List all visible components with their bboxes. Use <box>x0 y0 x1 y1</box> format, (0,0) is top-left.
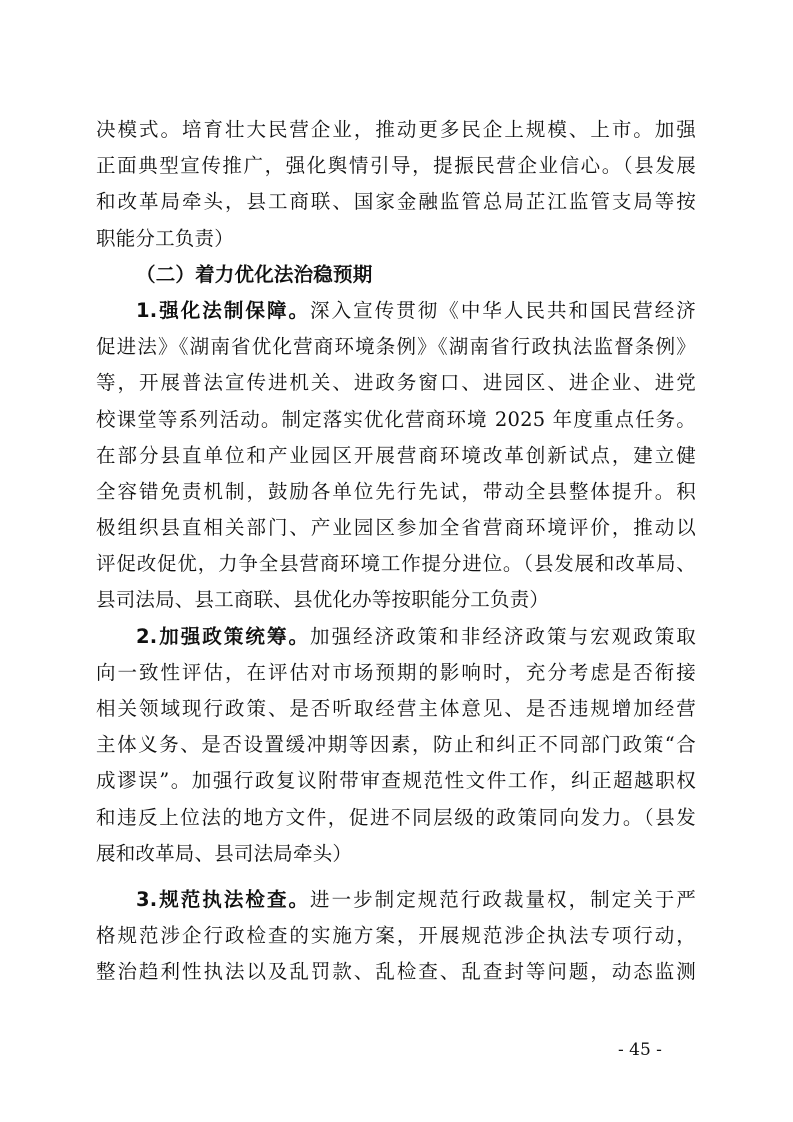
item-title: 3.规范执法检查。 <box>136 887 311 911</box>
paragraph-line: 格规范涉企行政检查的实施方案，开展规范涉企执法专项行动， <box>96 924 696 948</box>
paragraph-line: 决模式。培育壮大民营企业，推动更多民企上规模、上市。加强 <box>96 118 696 141</box>
paragraph-line: 正面典型宣传推广，强化舆情引导，提振民营企业信心。（县发展 <box>96 154 696 178</box>
paragraph-line: 评促改促优，力争全县营商环境工作提分进位。（县发展和改革局、 <box>96 552 696 576</box>
paragraph-line: 等，开展普法宣传进机关、进政务窗口、进园区、进企业、进党 <box>96 371 696 395</box>
paragraph-line: 整治趋利性执法以及乱罚款、乱检查、乱查封等问题，动态监测 <box>96 960 696 984</box>
item-title: 2.加强政策统筹。 <box>136 624 311 648</box>
paragraph-line: 在部分县直单位和产业园区开展营商环境改革创新试点，建立健 <box>96 443 696 467</box>
item-first-line <box>96 882 696 918</box>
item-first-line <box>96 293 696 329</box>
item-text: 加强经济政策和非经济政策与宏观政策取 <box>310 624 696 648</box>
paragraph-line: 县司法局、县工商联、县优化办等按职能分工负责） <box>96 588 550 612</box>
paragraph-line: 和改革局牵头，县工商联、国家金融监管总局芷江监管支局等按 <box>96 190 696 214</box>
paragraph-line: 职能分工负责） <box>96 226 234 250</box>
section-heading: （二）着力优化法治稳预期 <box>136 262 373 286</box>
item-title: 1.强化法制保障。 <box>136 298 311 322</box>
item-text: 进一步制定规范行政裁量权，制定关于严 <box>310 887 696 911</box>
paragraph-line: 和违反上位法的地方文件，促进不同层级的政策同向发力。（县发 <box>96 805 696 829</box>
paragraph-line: 主体义务、是否设置缓冲期等因素，防止和纠正不同部门政策“合 <box>96 733 696 757</box>
paragraph-line: 极组织县直相关部门、产业园区参加全省营商环境评价，推动以 <box>96 516 696 540</box>
paragraph-line: 全容错免责机制，鼓励各单位先行先试，带动全县整体提升。积 <box>96 479 696 503</box>
item-text: 深入宣传贯彻《中华人民共和国民营经济 <box>310 298 696 322</box>
paragraph-line: 成谬误”。加强行政复议附带审查规范性文件工作，纠正超越职权 <box>96 769 696 793</box>
page-number: - 45 - <box>618 1040 662 1060</box>
paragraph-line: 展和改革局、县司法局牵头） <box>96 841 353 865</box>
paragraph-line: 相关领域现行政策、是否听取经营主体意见、是否违规增加经营 <box>96 697 696 720</box>
paragraph-line: 校课堂等系列活动。制定落实优化营商环境 2025 年度重点任务。 <box>96 407 696 431</box>
paragraph-line: 促进法》《湖南省优化营商环境条例》《湖南省行政执法监督条例》 <box>96 335 696 359</box>
document-body <box>96 112 696 991</box>
paragraph-line: 向一致性评估，在评估对市场预期的影响时，充分考虑是否衔接 <box>96 660 696 684</box>
item-first-line <box>96 619 696 655</box>
